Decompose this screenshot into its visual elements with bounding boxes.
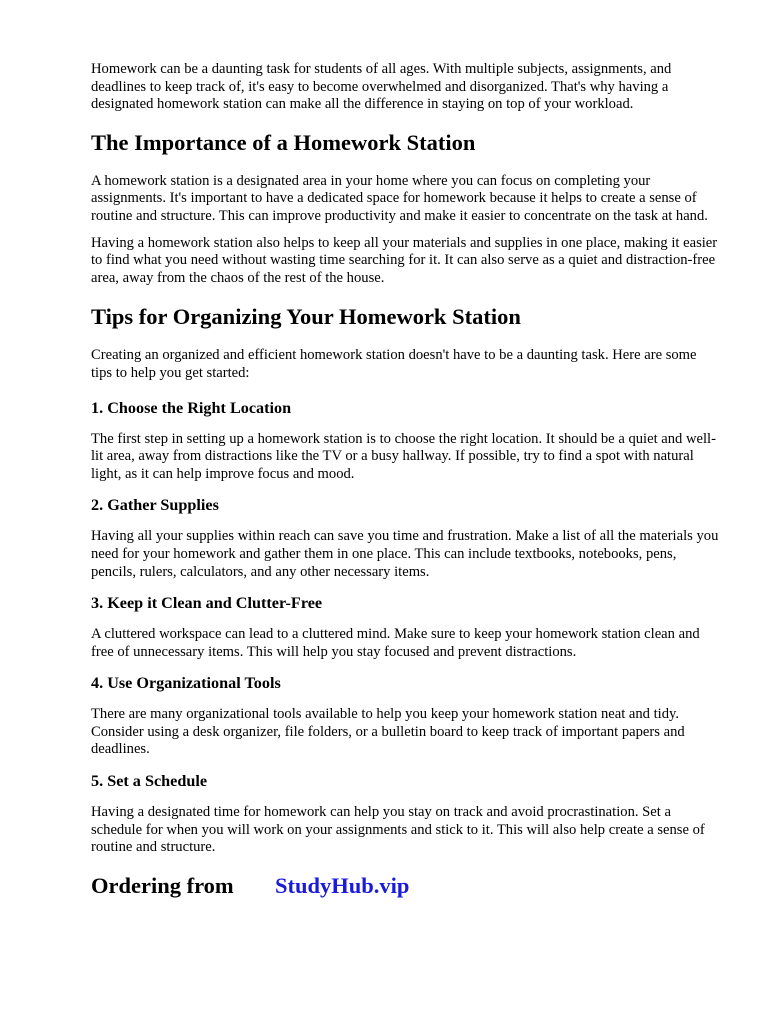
tips-heading: Tips for Organizing Your Homework Station [91, 304, 521, 330]
tip-5-heading: 5. Set a Schedule [91, 772, 208, 791]
tip-2-heading: 2. Gather Supplies [91, 496, 219, 515]
importance-heading: The Importance of a Homework Station [91, 129, 476, 155]
document-page [91, 58, 721, 899]
ordering-lead-text: Ordering from [91, 872, 234, 898]
tip-4-heading: 4. Use Organizational Tools [91, 674, 281, 693]
tip-2-paragraph: Having all your supplies within reach can save you time and frustration. Make a list of all the materials you need for your homework and gather them in one place. This can include textbooks, notebooks, pens, pencils, rulers, calculators, and any other necessary items. [91, 528, 719, 580]
tips-intro-paragraph: Creating an organized and efficient homework station doesn't have to be a daunting task. Here are some tips to help you get started: [91, 347, 697, 381]
tip-5-paragraph: Having a designated time for homework can help you stay on track and avoid procrastination. Set a schedule for when you will work on your assignments and stick to it. This will also help create a sense of routine and structure. [91, 804, 705, 856]
tip-3-paragraph: A cluttered workspace can lead to a cluttered mind. Make sure to keep your homework station clean and free of unnecessary items. This will help you stay focused and prevent distractions. [91, 626, 700, 660]
tip-1-heading: 1. Choose the Right Location [91, 398, 292, 417]
ordering-heading [91, 873, 721, 899]
importance-paragraph-1: A homework station is a designated area in your home where you can focus on completing your assignments. It's important to have a dedicated space for homework because it helps to create a sense of routine and structure. This can improve productivity and make it easier to concentrate on the task at hand. [91, 172, 708, 224]
importance-paragraph-2: Having a homework station also helps to keep all your materials and supplies in one place, making it easier to find what you need without wasting time searching for it. It can also serve as a quiet and distraction-free area, away from the chaos of the rest of the house. [91, 234, 718, 286]
tip-3-heading: 3. Keep it Clean and Clutter-Free [91, 594, 323, 613]
tip-4-paragraph: There are many organizational tools available to help you keep your homework station neat and tidy. Consider using a desk organizer, file folders, or a bulletin board to keep track of important papers and deadlines. [91, 706, 685, 758]
studyhub-link[interactable]: StudyHub.vip [275, 872, 410, 898]
intro-paragraph: Homework can be a daunting task for students of all ages. With multiple subjects, assignments, and deadlines to keep track of, it's easy to become overwhelmed and disorganized. That's why having a designated homework station can make all the difference in staying on top of your workload. [91, 61, 672, 113]
tip-1-paragraph: The first step in setting up a homework station is to choose the right location. It should be a quiet and well-lit area, away from distractions like the TV or a busy hallway. If possible, try to find a spot with natural light, as it can help improve focus and mood. [91, 430, 716, 482]
